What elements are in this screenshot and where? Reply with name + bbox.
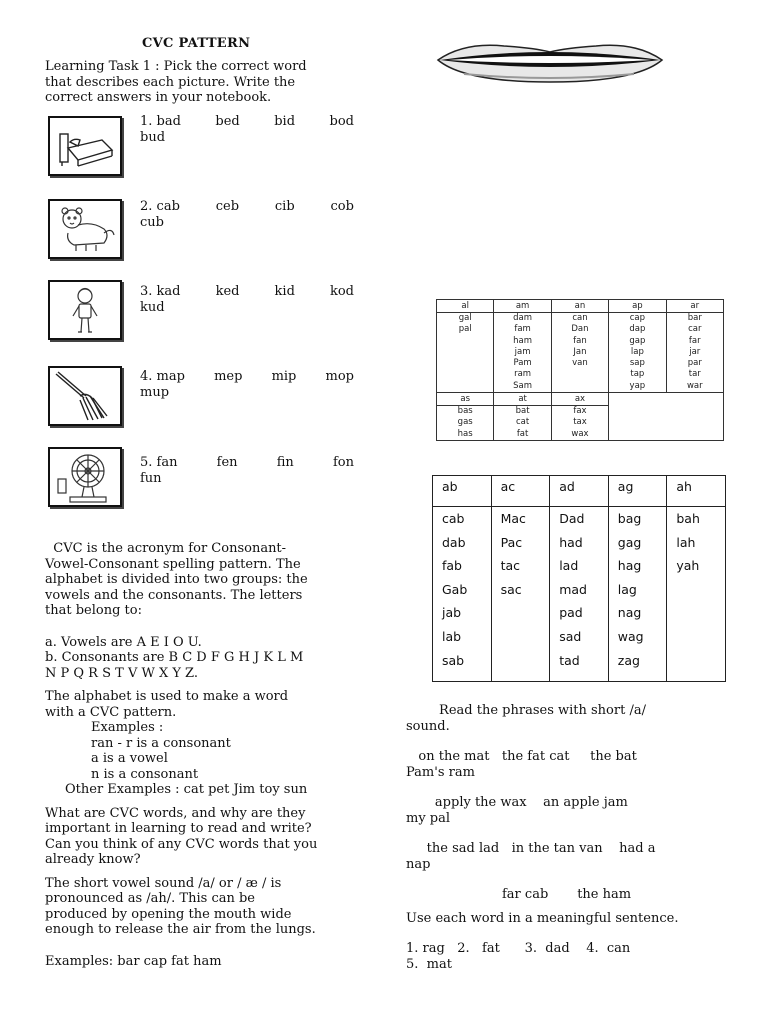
- phrase-line: on the mat the fat cat the bat: [406, 749, 637, 764]
- cvc-explanation: [45, 541, 365, 969]
- consonants-line: N P Q R S T V W X Y Z.: [45, 665, 198, 681]
- table-column: [667, 507, 726, 682]
- table-cell: zag: [617, 652, 640, 668]
- table-cell: Dad: [559, 511, 585, 526]
- cvc-intro-line: alphabet is divided into two groups: the: [45, 572, 308, 587]
- table-cell: Jan: [573, 346, 587, 357]
- short-vowel-line: enough to release the air from the lungs.: [45, 922, 316, 937]
- examples-label: Examples :: [91, 720, 164, 735]
- choice-word: 1. bad: [140, 114, 181, 129]
- bed-icon: [50, 118, 120, 174]
- table-column: [494, 406, 551, 441]
- choice-word: fon: [332, 455, 354, 470]
- cvc-intro-line: that belong to:: [45, 603, 142, 618]
- table-column: [666, 313, 723, 393]
- table-column: [494, 313, 551, 393]
- choice-word: cob: [330, 199, 354, 214]
- choice-word: mup: [140, 384, 170, 400]
- table-cell: sap: [629, 358, 645, 369]
- word-list-line: 5. mat: [406, 956, 452, 972]
- example-line: n is a consonant: [91, 766, 199, 782]
- lion-cub-icon: [50, 201, 120, 257]
- cub-picture: [48, 199, 122, 259]
- choice-word: kid: [274, 284, 295, 299]
- table-header: al: [437, 300, 494, 313]
- example-line: ran - r is a consonant: [91, 735, 231, 751]
- table-cell: has: [457, 428, 473, 439]
- table-cell: cap: [629, 313, 645, 323]
- table-cell: ham: [513, 335, 533, 346]
- short-vowel-line: pronounced as /ah/. This can be: [45, 891, 255, 906]
- short-vowel-line: produced by opening the mouth wide: [45, 906, 292, 922]
- choice-word: cub: [140, 214, 164, 230]
- table-cell: hag: [617, 558, 642, 574]
- choice-word: fen: [216, 455, 238, 470]
- table-header: an: [551, 300, 608, 313]
- table-cell: bag: [617, 511, 642, 526]
- phrase-line: far cab the ham: [502, 887, 632, 902]
- phrase-line: apply the wax an apple jam: [406, 795, 628, 810]
- phrase-line: the sad lad in the tan van had a: [406, 841, 656, 856]
- table-cell: yap: [629, 380, 646, 391]
- choice-word: fin: [276, 455, 294, 470]
- choice-word: 5. fan: [140, 455, 178, 470]
- table-column: [609, 313, 666, 393]
- example-line: a is a vowel: [91, 751, 168, 766]
- table-cell: tax: [573, 417, 587, 428]
- table-cell: Mac: [500, 511, 526, 526]
- table-header: am: [494, 300, 551, 313]
- table-cell: lag: [617, 581, 637, 597]
- table-cell: gap: [629, 335, 646, 346]
- table-cell: lab: [442, 628, 462, 644]
- table-cell: gal: [458, 313, 472, 323]
- table-cell: gag: [617, 534, 642, 550]
- table-cell: ram: [514, 369, 532, 380]
- choice-word: 3. kad: [140, 284, 181, 299]
- table-column: [608, 507, 667, 682]
- table-cell: dap: [629, 324, 646, 335]
- table-cell: fab: [442, 558, 462, 574]
- table-cell: fat: [516, 428, 529, 439]
- table-cell: bah: [676, 511, 700, 526]
- table-header: at: [494, 393, 551, 406]
- question-line: Can you think of any CVC words that you: [45, 836, 318, 852]
- kid-picture: [48, 280, 122, 340]
- table-header: ag: [608, 476, 667, 507]
- table-header: as: [437, 393, 494, 406]
- choice-word: bid: [274, 114, 296, 129]
- phrases-intro: sound.: [406, 718, 450, 734]
- table-cell: wax: [571, 428, 589, 439]
- table-column: [433, 507, 492, 682]
- mouth-icon: [434, 38, 666, 86]
- phrases-intro: Read the phrases with short /a/: [406, 703, 646, 718]
- table-cell: sad: [559, 628, 582, 644]
- table-cell: dab: [442, 534, 466, 550]
- mop-icon: [50, 368, 120, 424]
- choice-word: mop: [325, 369, 354, 384]
- table-header: ar: [666, 300, 723, 313]
- table-cell: pal: [458, 324, 472, 335]
- task-line: Learning Task 1 : Pick the correct word: [45, 59, 307, 74]
- table-header: ad: [550, 476, 609, 507]
- table-cell: lap: [630, 346, 644, 357]
- fan-icon: [50, 449, 120, 505]
- task-instructions: [45, 59, 365, 106]
- cvc-intro-line: Vowel-Consonant spelling pattern. The: [45, 556, 301, 572]
- table-cell: bar: [687, 313, 702, 323]
- choice-item-1: [140, 114, 354, 145]
- table-cell: jar: [689, 346, 701, 357]
- table-cell: fam: [514, 324, 531, 335]
- cvc-intro-line: vowels and the consonants. The letters: [45, 587, 303, 603]
- choice-word: kod: [329, 284, 354, 299]
- table-cell: sab: [442, 652, 465, 668]
- table-column: [551, 406, 608, 441]
- table-header: ax: [551, 393, 608, 406]
- choice-word: fun: [140, 470, 162, 486]
- table-cell: had: [559, 534, 583, 550]
- word-family-table-small: [436, 299, 724, 441]
- question-line: What are CVC words, and why are they: [45, 805, 306, 821]
- usage-line: The alphabet is used to make a word: [45, 689, 289, 704]
- phrase-line: my pal: [406, 810, 451, 826]
- fan-picture: [48, 447, 122, 507]
- mop-picture: [48, 366, 122, 426]
- question-line: already know?: [45, 852, 141, 867]
- table-cell: fax: [573, 406, 587, 417]
- choice-word: mip: [271, 369, 297, 384]
- table-cell: wag: [617, 628, 644, 644]
- table-column: [551, 313, 608, 393]
- table-cell: tap: [630, 369, 645, 380]
- table-cell: Gab: [442, 581, 468, 597]
- table-cell: mad: [559, 581, 587, 597]
- choice-item-2: [140, 199, 354, 230]
- table-column: [491, 507, 550, 682]
- vowels-line: a. Vowels are A E I O U.: [45, 634, 202, 650]
- choice-word: bud: [140, 129, 166, 145]
- table-header: ap: [609, 300, 666, 313]
- table-cell: jab: [442, 605, 462, 621]
- table-cell: can: [572, 313, 588, 323]
- table-column: [550, 507, 609, 682]
- choice-word: 2. cab: [140, 199, 180, 214]
- phrase-line: nap: [406, 856, 431, 872]
- usage-line: with a CVC pattern.: [45, 704, 177, 720]
- table-cell: bas: [457, 406, 473, 417]
- table-cell: bat: [515, 406, 530, 417]
- table-header: ac: [491, 476, 550, 507]
- table-cell: car: [688, 324, 702, 335]
- table-cell: sac: [500, 581, 522, 597]
- choice-word: cib: [274, 199, 295, 214]
- table-cell: pad: [559, 605, 583, 621]
- kid-icon: [50, 282, 120, 338]
- phrases-section: [406, 703, 726, 972]
- question-line: important in learning to read and write?: [45, 821, 312, 836]
- sentence-instruction: Use each word in a meaningful sentence.: [406, 910, 679, 926]
- table-cell: Sam: [513, 380, 533, 391]
- choice-word: mep: [214, 369, 243, 384]
- table-cell: war: [686, 380, 703, 391]
- table-header: ab: [433, 476, 492, 507]
- bed-picture: [48, 116, 122, 176]
- table-cell: tar: [688, 369, 701, 380]
- table-column: [437, 406, 494, 441]
- task-line: that describes each picture. Write the: [45, 74, 296, 90]
- table-cell: nag: [617, 605, 642, 621]
- table-cell: jam: [514, 346, 531, 357]
- word-family-table-large: [432, 475, 726, 682]
- table-cell: gas: [457, 417, 473, 428]
- table-cell: van: [572, 358, 588, 369]
- choice-word: bod: [329, 114, 354, 129]
- choice-word: kud: [140, 299, 165, 315]
- short-vowel-line: The short vowel sound /a/ or / æ / is: [45, 875, 282, 891]
- choice-word: ceb: [215, 199, 240, 214]
- table-cell: lad: [559, 558, 579, 574]
- table-cell: fan: [573, 335, 587, 346]
- table-cell: dam: [513, 313, 533, 323]
- examples-final: Examples: bar cap fat ham: [45, 953, 222, 969]
- table-cell: Dan: [571, 324, 589, 335]
- task-line: correct answers in your notebook.: [45, 90, 272, 105]
- cvc-intro-line: CVC is the acronym for Consonant-: [45, 541, 287, 556]
- table-cell: tad: [559, 652, 580, 668]
- choice-item-4: [140, 369, 354, 400]
- word-list-line: 1. rag 2. fat 3. dad 4. can: [406, 941, 631, 956]
- choice-item-5: [140, 455, 354, 486]
- other-examples: Other Examples : cat pet Jim toy sun: [65, 782, 308, 797]
- table-cell: lah: [676, 534, 696, 550]
- table-header: ah: [667, 476, 726, 507]
- table-cell: tac: [500, 558, 521, 574]
- choice-item-3: [140, 284, 354, 315]
- page-title: CVC PATTERN: [142, 36, 251, 51]
- table-cell: cab: [442, 511, 465, 526]
- table-cell: yah: [676, 558, 700, 574]
- table-column: [437, 313, 494, 393]
- table-cell: Pam: [513, 358, 532, 369]
- consonants-line: b. Consonants are B C D F G H J K L M: [45, 650, 304, 665]
- table-cell: par: [687, 358, 702, 369]
- choice-word: bed: [215, 114, 240, 129]
- table-cell: cat: [515, 417, 530, 428]
- choice-word: ked: [215, 284, 240, 299]
- table-empty-cell: [609, 393, 724, 441]
- choice-word: 4. map: [140, 369, 185, 384]
- phrase-line: Pam's ram: [406, 764, 475, 780]
- table-cell: Pac: [500, 534, 523, 550]
- table-cell: far: [688, 335, 701, 346]
